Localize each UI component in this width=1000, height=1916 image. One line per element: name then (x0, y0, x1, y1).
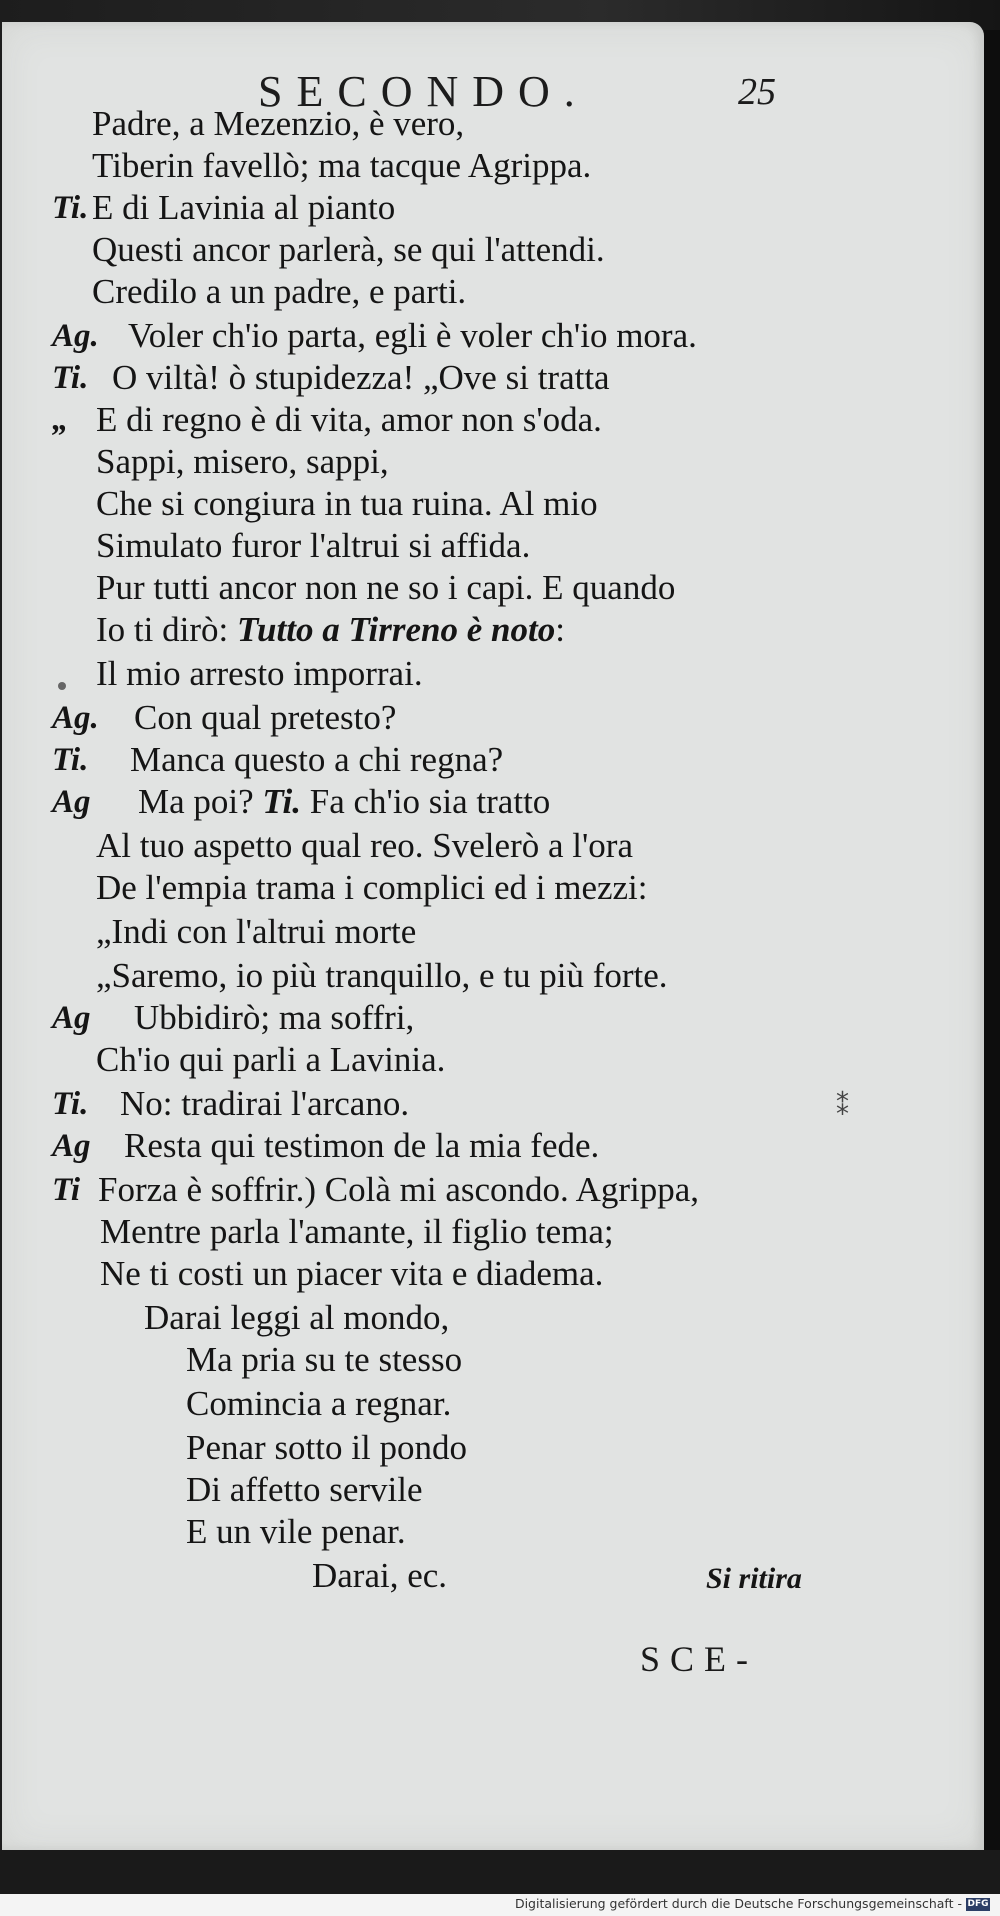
margin-mark: ⁑ (836, 1092, 849, 1122)
speaker-tag: Ag (52, 1000, 91, 1036)
verse-line-text: Con qual pretesto? (134, 698, 397, 737)
verse-line-text: Ma pria su te stesso (186, 1340, 463, 1379)
verse-line-text: Ch'io qui parli a Lavinia. (96, 1040, 446, 1079)
page-number: 25 (738, 71, 776, 113)
verse-line-after: : (555, 610, 565, 649)
verse-line-text: Il mio arresto imporrai. (96, 654, 423, 693)
verse-line (92, 104, 464, 144)
running-head: SECONDO. (258, 67, 589, 116)
verse-line (128, 316, 697, 356)
verse-line (138, 782, 550, 822)
verse-line-text: Credilo a un padre, e parti. (92, 272, 467, 311)
dfg-logo: DFG (967, 1899, 989, 1909)
verse-line (124, 1126, 599, 1166)
verse-line (100, 1212, 614, 1252)
verse-line (96, 654, 423, 694)
verse-line (92, 146, 591, 186)
speaker-tag: Ti. (52, 742, 89, 778)
verse-line-text: Al tuo aspetto qual reo. Svelerò a l'ora (96, 826, 633, 865)
verse-line (96, 956, 668, 996)
verse-line (92, 272, 466, 312)
verse-line-after: Fa ch'io sia tratto (300, 782, 551, 821)
speaker-tag: Ag (52, 784, 91, 820)
verse-line-text: E un vile penar. (186, 1512, 406, 1551)
speaker-tag: Ag (52, 1128, 91, 1164)
verse-line (186, 1384, 451, 1424)
verse-line-text: Manca questo a chi regna? (130, 740, 504, 779)
speaker-tag: Ti. (52, 190, 89, 226)
verse-line-text: Resta qui testimon de la mia fede. (124, 1126, 600, 1165)
verse-line-text: Che si congiura in tua ruina. Al mio (96, 484, 598, 523)
verse-line (96, 1040, 445, 1080)
verse-line-text: Ma poi? (138, 782, 254, 821)
footer-credit: Digitalisierung gefördert durch die Deutsche Forschungsgemeinschaft - (514, 1896, 962, 1911)
speaker-tag: Ti. (52, 360, 89, 396)
verse-line-text: Questi ancor parlerà, se qui l'attendi. (92, 230, 605, 269)
verse-line (134, 998, 414, 1038)
verse-line-text: E di regno è di vita, amor non s'oda. (96, 400, 602, 439)
verse-line-text: Tiberin favellò; ma tacque Agrippa. (92, 146, 592, 185)
verse-line-text: Simulato furor l'altrui si affida. (96, 526, 531, 565)
verse-line (186, 1512, 406, 1552)
speaker-tag: Ti. (52, 1086, 89, 1122)
verse-line (96, 442, 389, 482)
verse-line (92, 188, 395, 228)
speaker-tag: „ (52, 402, 69, 438)
verse-line-italic: Ti. (262, 782, 301, 821)
verse-line (96, 912, 416, 952)
verse-line (96, 610, 565, 650)
verse-line-text: „Saremo, io più tranquillo, e tu più forte. (96, 956, 668, 995)
speaker-tag: Ag. (52, 700, 99, 736)
verse-line (120, 1084, 409, 1124)
scan-bottom-band (0, 1850, 1000, 1894)
verse-line (98, 1170, 699, 1210)
verse-line-text: Voler ch'io parta, egli è voler ch'io mora. (128, 316, 697, 355)
verse-line-text: No: tradirai l'arcano. (120, 1084, 410, 1123)
verse-line (186, 1470, 423, 1510)
verse-line (186, 1428, 467, 1468)
verse-line-text: Padre, a Mezenzio, è vero, (92, 104, 465, 143)
verse-line (112, 358, 610, 398)
verse-line-text: Sappi, misero, sappi, (96, 442, 389, 481)
verse-line (96, 484, 598, 524)
verse-line (96, 868, 648, 908)
verse-line (186, 1340, 462, 1380)
speaker-tag: Ti (52, 1172, 81, 1208)
verse-line (312, 1556, 447, 1596)
verse-line-text: O viltà! ò stupidezza! „Ove si tratta (112, 358, 610, 397)
verse-line-text: De l'empia trama i complici ed i mezzi: (96, 868, 648, 907)
verse-line-text: „Indi con l'altrui morte (96, 912, 417, 951)
verse-line-text: Darai leggi al mondo, (144, 1298, 450, 1337)
verse-line (96, 826, 633, 866)
catchword: SCE- (640, 1639, 759, 1679)
verse-line-text: Forza è soffrir.) Colà mi ascondo. Agrippa, (98, 1170, 700, 1209)
stage-direction: Si ritira (706, 1562, 802, 1595)
verse-line (96, 568, 675, 608)
verse-line-italic: Tutto a Tirreno è noto (236, 610, 556, 649)
verse-line-text: E di Lavinia al pianto (92, 188, 396, 227)
verse-line-text: Ne ti costi un piacer vita e diadema. (100, 1254, 604, 1293)
verse-line-text: Di affetto servile (186, 1470, 423, 1509)
verse-line-text: Ubbidirò; ma soffri, (134, 998, 415, 1037)
verse-line-text: Comincia a regnar. (186, 1384, 452, 1423)
speaker-tag: Ag. (52, 318, 99, 354)
verse-line-text: Pur tutti ancor non ne so i capi. E quando (96, 568, 676, 607)
verse-line (92, 230, 605, 270)
verse-line (96, 526, 530, 566)
ink-dot (58, 682, 66, 690)
verse-line-text: Io ti dirò: (96, 610, 229, 649)
page-shadow-edge (984, 30, 1000, 1860)
verse-line (134, 698, 396, 738)
verse-line (130, 740, 503, 780)
verse-line (100, 1254, 603, 1294)
verse-line (144, 1298, 449, 1338)
verse-line-text: Penar sotto il pondo (186, 1428, 467, 1467)
verse-line-text: Mentre parla l'amante, il figlio tema; (100, 1212, 614, 1251)
verse-line-text: Darai, ec. (312, 1556, 448, 1595)
verse-line (96, 400, 602, 440)
